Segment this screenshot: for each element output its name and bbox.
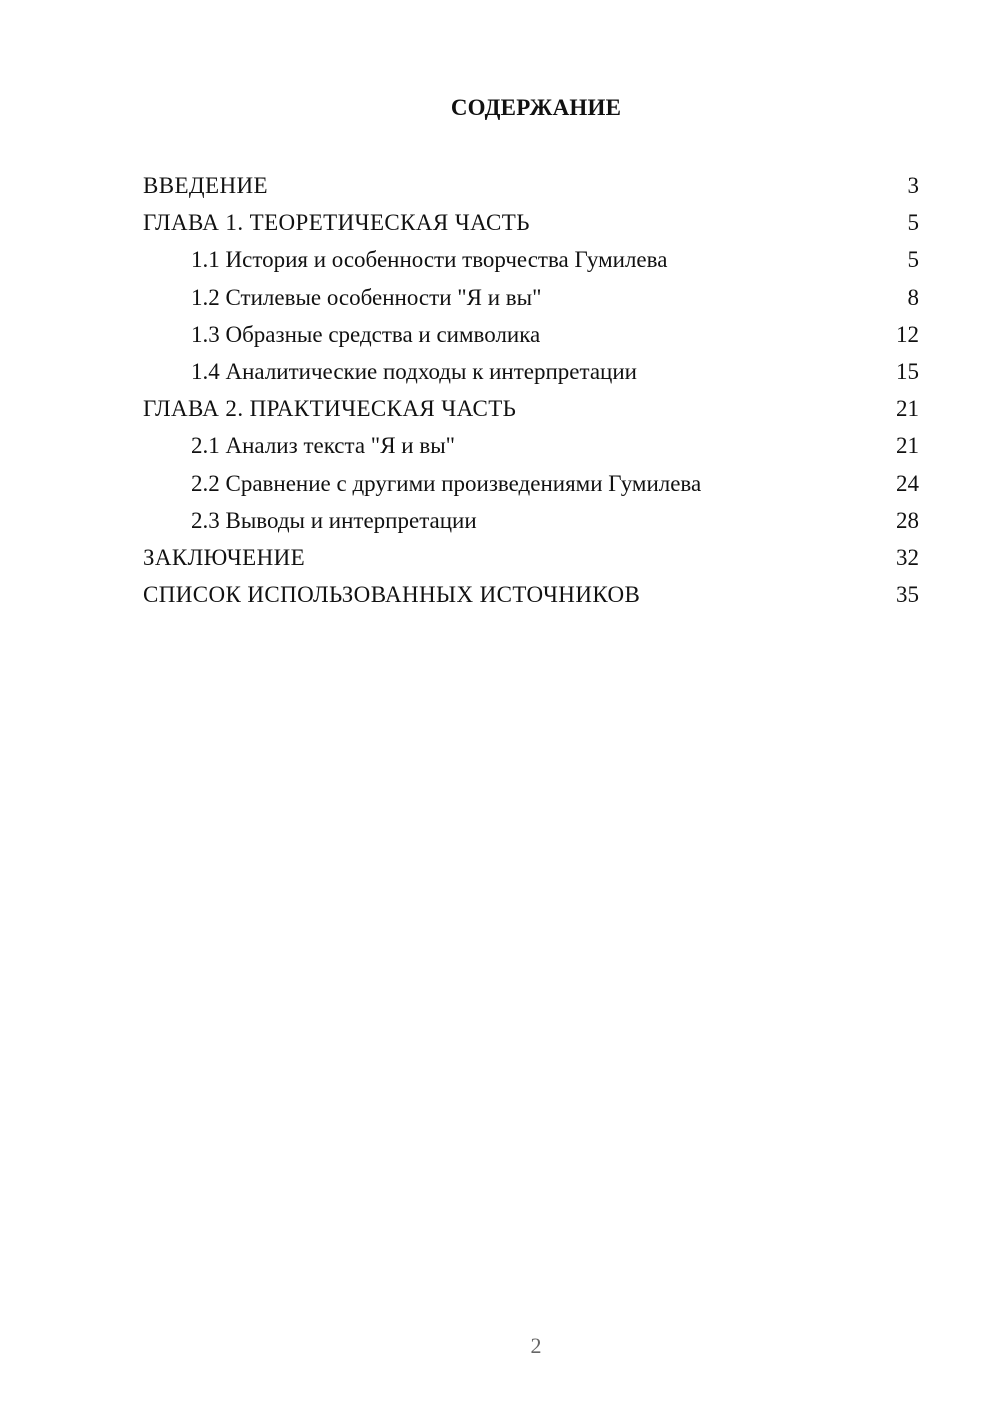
- toc-entry-page: 35: [896, 582, 919, 608]
- toc-entry-section-1-1[interactable]: [143, 241, 919, 278]
- toc-entry-chapter-1[interactable]: [143, 204, 919, 241]
- toc-entry-section-1-4[interactable]: [143, 353, 919, 390]
- toc-entry-label: 1.1 История и особенности творчества Гумилева: [191, 247, 668, 273]
- toc-entry-page: 21: [896, 433, 919, 459]
- toc-entry-page: 32: [896, 544, 919, 570]
- toc-entry-section-1-3[interactable]: [143, 316, 919, 353]
- toc-entry-label: ГЛАВА 2. ПРАКТИЧЕСКАЯ ЧАСТЬ: [143, 396, 517, 422]
- toc-entry-label: 1.4 Аналитические подходы к интерпретации: [191, 358, 637, 384]
- toc-entry-label: ГЛАВА 1. ТЕОРЕТИЧЕСКАЯ ЧАСТЬ: [143, 210, 530, 236]
- page-title: СОДЕРЖАНИЕ: [450, 95, 622, 120]
- toc-entry-introduction[interactable]: [143, 167, 919, 204]
- toc-entry-label: 1.2 Стилевые особенности "Я и вы": [191, 284, 542, 310]
- toc-entry-page: 3: [907, 173, 919, 198]
- toc-entry-section-2-1[interactable]: [143, 427, 919, 464]
- toc-entry-label: 2.2 Сравнение с другими произведениями Гумилева: [191, 470, 702, 496]
- toc-entry-page: 8: [907, 284, 919, 310]
- toc-entry-page: 28: [896, 507, 919, 533]
- toc-entry-section-2-2[interactable]: [143, 465, 919, 502]
- toc-entry-section-1-2[interactable]: [143, 279, 919, 316]
- toc-entry-label: 2.3 Выводы и интерпретации: [191, 507, 477, 533]
- toc-entry-label: СПИСОК ИСПОЛЬЗОВАННЫХ ИСТОЧНИКОВ: [143, 582, 641, 608]
- table-of-contents: [143, 167, 919, 613]
- toc-entry-label: 2.1 Анализ текста "Я и вы": [191, 433, 456, 459]
- toc-entry-label: ВВЕДЕНИЕ: [143, 173, 268, 198]
- page-number: 2: [530, 1333, 542, 1358]
- toc-entry-page: 12: [896, 321, 919, 347]
- toc-entry-conclusion[interactable]: [143, 539, 919, 576]
- toc-entry-page: 24: [896, 470, 919, 496]
- toc-entry-label: 1.3 Образные средства и символика: [191, 321, 541, 347]
- toc-entry-page: 5: [907, 247, 919, 273]
- toc-entry-page: 21: [896, 396, 919, 422]
- toc-entry-section-2-3[interactable]: [143, 502, 919, 539]
- toc-entry-page: 15: [896, 358, 919, 384]
- toc-entry-chapter-2[interactable]: [143, 390, 919, 427]
- toc-entry-references[interactable]: [143, 576, 919, 613]
- toc-entry-label: ЗАКЛЮЧЕНИЕ: [143, 544, 306, 570]
- toc-entry-page: 5: [907, 210, 919, 236]
